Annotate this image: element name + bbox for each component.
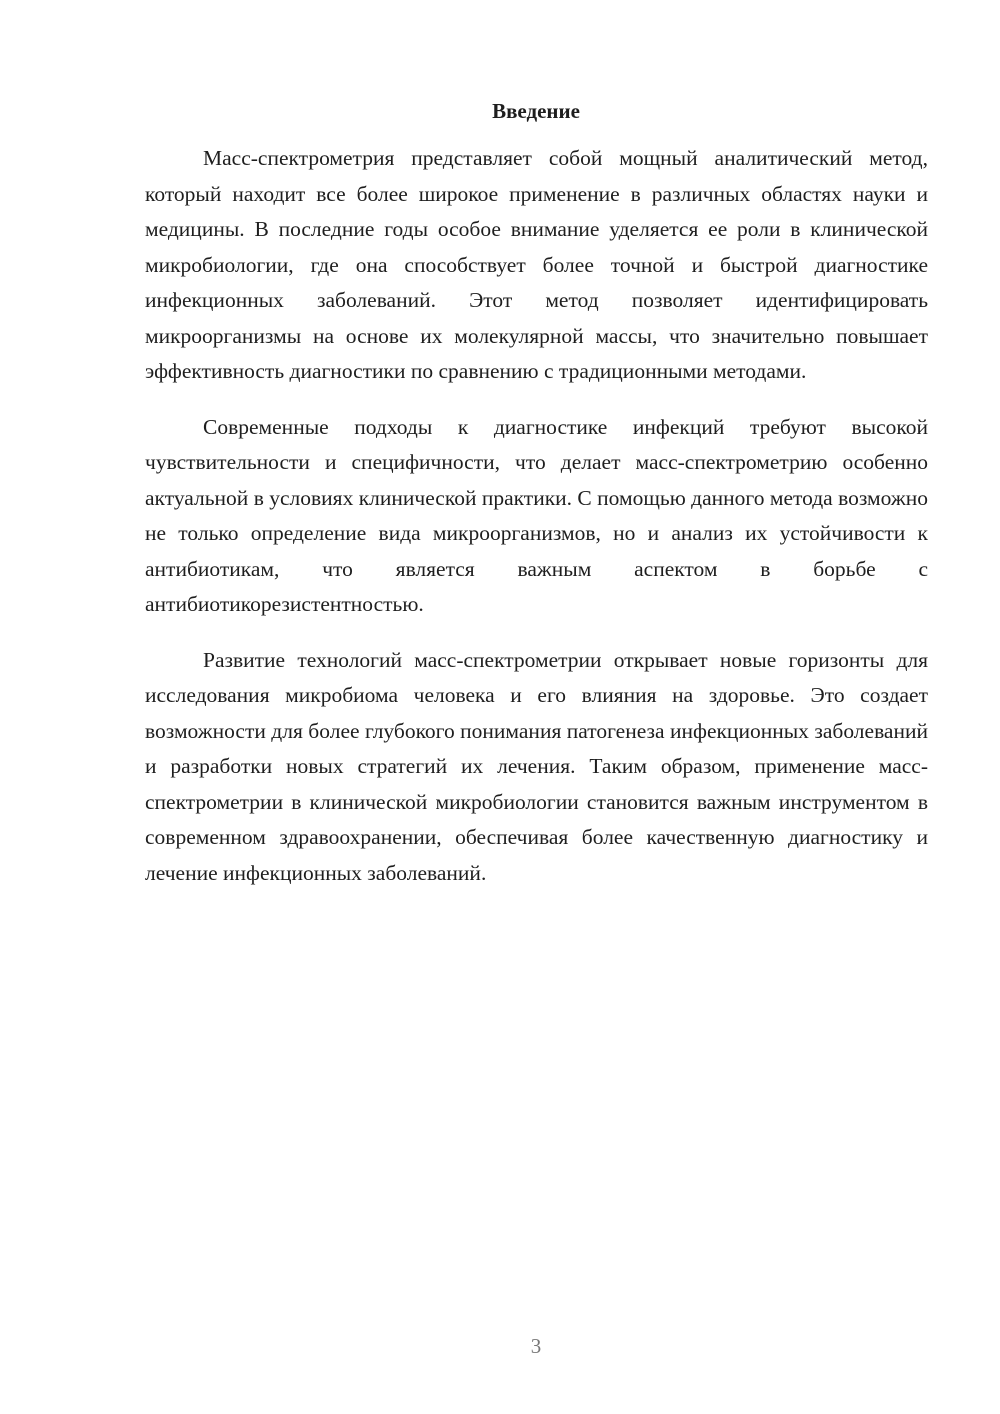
section-heading: Введение [492,99,580,123]
page-number: 3 [530,1334,542,1358]
paragraph-1: Масс-спектрометрия представляет собой мощный аналитический метод, который находит все более широкое применение в различных областях науки и медицины. В последние годы особое внимание уделяется ее роли в клинической микробиологии, где она способствует более точной и быстрой диагностике инфекционных заболеваний. Этот метод позволяет идентифицировать микроорганизмы на основе их молекулярной массы, что значительно повышает эффективность диагностики по сравнению с традиционными методами. [145,146,928,383]
body-text [145,141,928,911]
paragraph-2: Современные подходы к диагностике инфекций требуют высокой чувствительности и специфичности, что делает масс-спектрометрию особенно актуальной в условиях клинической практики. С помощью данного метода возможно не только определение вида микроорганизмов, но и анализ их устойчивости к антибиотикам, что является важным аспектом в борьбе с антибиотикорезистентностью. [145,414,928,616]
paragraph-3: Развитие технологий масс-спектрометрии открывает новые горизонты для исследования микробиома человека и его влияния на здоровье. Это создает возможности для более глубокого понимания патогенеза инфекционных заболеваний и разработки новых стратегий их лечения. Таким образом, применение масс-спектрометрии в клинической микробиологии становится важным инструментом в современном здравоохранении, обеспечивая более качественную диагностику и лечение инфекционных заболеваний. [145,647,928,885]
